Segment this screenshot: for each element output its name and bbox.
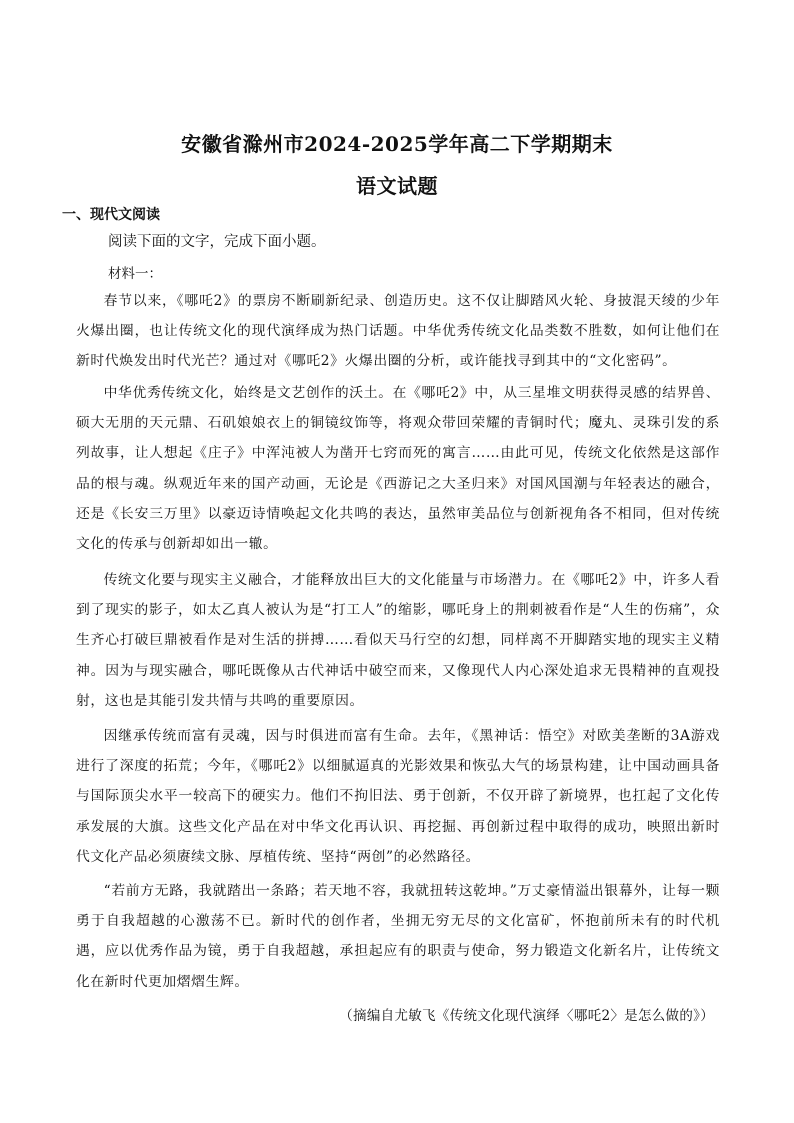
body-paragraph: “若前方无路，我就踏出一条路；若天地不容，我就扭转这乾坤。”万丈豪情溢出银幕外，让每一颗勇于自我超越的心激荡不已。新时代的创作者，坐拥无穷无尽的文化富矿，怀抱前所未有的时代机遇，应以优秀作品为镜，勇于自我超越，承担起应有的职责与使命，努力锻造文化新名片，让传统文化在新时代更加熠熠生辉。: [76, 883, 720, 990]
exam-title: 安徽省滁州市2024-2025学年高二下学期期末: [181, 132, 613, 156]
source-citation: （摘编自尤敏飞《传统文化现代演绎〈哪吒2〉是怎么做的》）: [339, 1008, 714, 1024]
body-paragraph: 因继承传统而富有灵魂，因与时俱进而富有生命。去年，《黑神话：悟空》对欧美垄断的3A游戏进行了深度的拓荒；今年，《哪吒2》以细腻逼真的光影效果和恢弘大气的场景构建，让中国动画具备与国际顶尖水平一较高下的硬实力。他们不拘旧法、勇于创新，不仅开辟了新境界，也扛起了文化传承发展的大旗。这些文化产品在对中华文化再认识、再挖掘、再创新过程中取得的成功，映照出新时代文化产品必须赓续文脉、厚植传统、坚持“两创”的必然路径。: [76, 728, 720, 865]
material-label: 材料一：: [108, 266, 162, 282]
body-paragraph: 中华优秀传统文化，始终是文艺创作的沃土。在《哪吒2》中，从三星堆文明获得灵感的结界兽、硕大无朋的天元鼎、石矶娘娘衣上的铜镜纹饰等，将观众带回荣耀的青铜时代；魔丸、灵珠引发的系列故事，让人想起《庄子》中浑沌被人为凿开七窍而死的寓言……由此可见，传统文化依然是这部作品的根与魂。纵观近年来的国产动画，无论是《西游记之大圣归来》对国风国潮与年轻表达的融合，还是《长安三万里》以豪迈诗情唤起文化共鸣的表达，虽然审美品位与创新视角各不相同，但对传统文化的传承与创新却如出一辙。: [76, 385, 720, 553]
body-paragraph: 传统文化要与现实主义融合，才能释放出巨大的文化能量与市场潜力。在《哪吒2》中，许多人看到了现实的影子，如太乙真人被认为是“打工人”的缩影，哪吒身上的荆刺被看作是“人生的伤痛”，众生齐心打破巨鼎被看作是对生活的拼搏……看似天马行空的幻想，同样离不开脚踏实地的现实主义精神。因为与现实融合，哪吒既像从古代神话中破空而来，又像现代人内心深处追求无畏精神的直观投射，这也是其能引发共情与共鸣的重要原因。: [76, 572, 720, 709]
section-heading: 一、现代文阅读: [62, 207, 160, 223]
body-paragraph: 春节以来，《哪吒2》的票房不断刷新纪录、创造历史。这不仅让脚踏风火轮、身披混天绫的少年火爆出圈，也让传统文化的现代演绎成为热门话题。中华优秀传统文化品类数不胜数，如何让他们在新时代焕发出时代光芒？通过对《哪吒2》火爆出圈的分析，或许能找寻到其中的“文化密码”。: [76, 293, 720, 370]
exam-subtitle: 语文试题: [356, 174, 438, 198]
reading-instruction: 阅读下面的文字，完成下面小题。: [108, 234, 326, 250]
